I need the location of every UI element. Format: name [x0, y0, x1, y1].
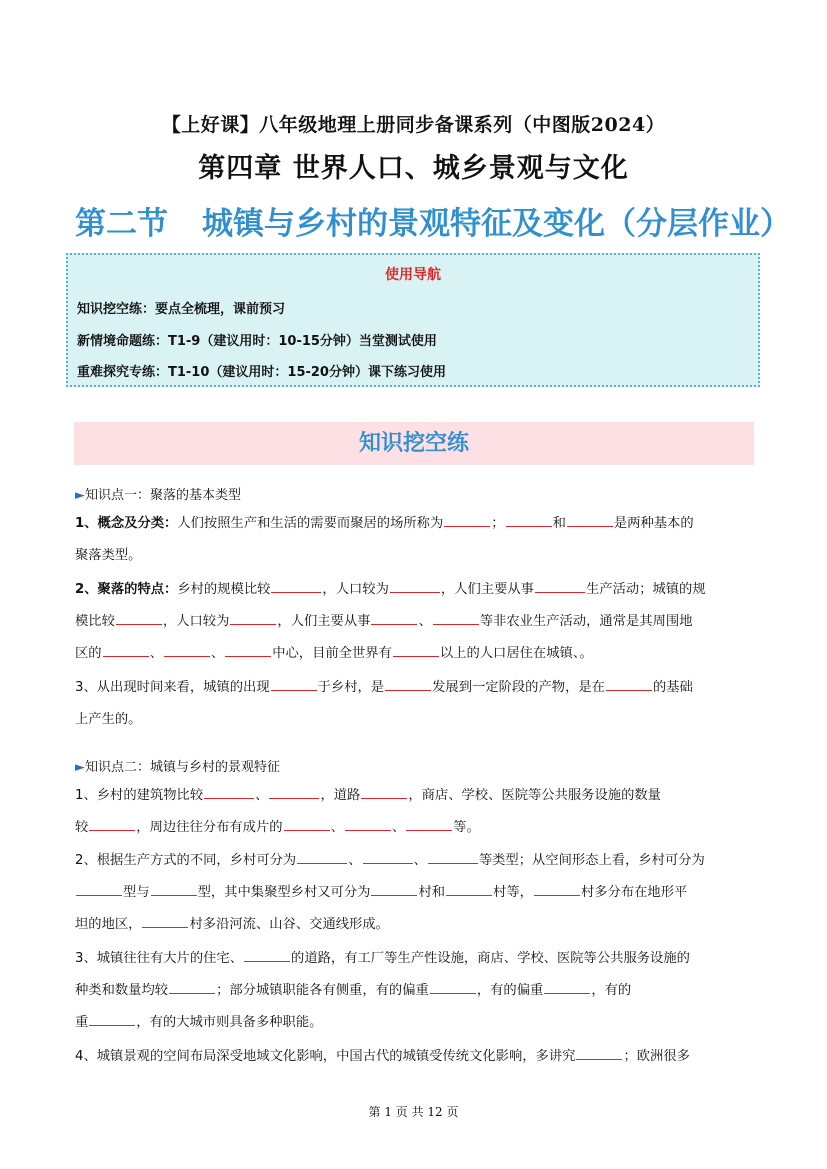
fill-blank[interactable] [393, 642, 439, 657]
fill-blank[interactable] [444, 512, 490, 527]
fill-blank[interactable] [169, 979, 215, 994]
page-footer: 第 1 页 共 12 页 [368, 1105, 459, 1119]
triangle-icon: ► [75, 488, 85, 503]
fill-blank[interactable] [390, 578, 440, 593]
kp2-paragraph-1: 1、乡村的建筑物比较 、 ，道路 ，商店、学校、医院等公共服务设施的数量 较 ，周边往往分布有成片的 、 、 等。 [75, 780, 755, 844]
fill-blank[interactable] [230, 610, 276, 625]
kp1-paragraph-3: 3、从出现时间来看，城镇的出现 于乡村，是 发展到一定阶段的产物，是在 的基础 上产生的。 [75, 672, 755, 736]
fill-blank[interactable] [284, 816, 330, 831]
kp2-paragraph-4: 4、城镇景观的空间布局深受地域文化影响，中国古代的城镇受传统文化影响，多讲究 ；欧洲很多 [75, 1041, 755, 1073]
fill-blank[interactable] [142, 913, 188, 928]
section-title [75, 198, 791, 243]
fill-blank[interactable] [89, 1011, 135, 1026]
fill-blank[interactable] [430, 979, 476, 994]
fill-blank[interactable] [428, 849, 478, 864]
fill-blank[interactable] [103, 642, 149, 657]
fill-blank[interactable] [606, 676, 652, 691]
fill-blank[interactable] [271, 676, 317, 691]
guide-line: 重难探究专练：T1-10（建议用时：15-20分钟）课下练习使用 [77, 365, 446, 380]
fill-blank[interactable] [433, 610, 479, 625]
knowledge-point-heading: ►知识点二：城镇与乡村的景观特征 [75, 760, 281, 775]
kp2-paragraph-3: 3、城镇往往有大片的住宅、 的道路，有工厂等生产性设施，商店、学校、医院等公共服务设施的 种类和数量均较 ；部分城镇职能各有侧重，有的偏重 ，有的偏重 ，有的 重 ，有的大城市则具备多种职能。 [75, 943, 755, 1039]
section-number: 第二节 [75, 206, 168, 242]
fill-blank[interactable] [204, 784, 254, 799]
kp1-paragraph-2: 2、聚落的特点：乡村的规模比较 ，人口较为 ，人们主要从事 生产活动；城镇的规 模比较 ，人口较为 ，人们主要从事 、 等非农业生产活动，通常是其周围地 区的 、 、 中心，目前全世界有 以上的人口居住在城镇、。 [75, 574, 755, 670]
fill-blank[interactable] [89, 816, 135, 831]
series-title: 【上好课】八年级地理上册同步备课系列（中图版2024） [161, 114, 666, 136]
chapter-title: 第四章 世界人口、城乡景观与文化 [198, 153, 629, 184]
fill-blank[interactable] [363, 849, 413, 864]
fill-blank[interactable] [271, 578, 321, 593]
triangle-icon: ► [75, 760, 85, 775]
fill-blank[interactable] [164, 642, 210, 657]
fill-blank[interactable] [535, 578, 585, 593]
kp1-paragraph-1: 1、概念及分类：人们按照生产和生活的需要而聚居的场所称为 ； 和 是两种基本的 聚落类型。 [75, 508, 755, 572]
fill-blank[interactable] [361, 784, 407, 799]
fill-blank[interactable] [269, 784, 319, 799]
fill-blank[interactable] [371, 881, 417, 896]
usage-guide-box [66, 253, 760, 387]
section-name: 城镇与乡村的景观特征及变化（分层作业） [202, 206, 791, 242]
guide-line: 知识挖空练：要点全梳理，课前预习 [77, 302, 286, 317]
fill-blank[interactable] [406, 816, 452, 831]
fill-blank[interactable] [385, 676, 431, 691]
fill-blank[interactable] [446, 881, 492, 896]
fill-blank[interactable] [544, 979, 590, 994]
fill-blank[interactable] [567, 512, 613, 527]
fill-blank[interactable] [576, 1045, 622, 1060]
knowledge-point-heading: ►知识点一：聚落的基本类型 [75, 488, 242, 503]
banner-title: 知识挖空练 [358, 431, 469, 456]
guide-title: 使用导航 [385, 267, 441, 283]
section-banner [74, 422, 754, 465]
fill-blank[interactable] [345, 816, 391, 831]
fill-blank[interactable] [76, 881, 122, 896]
fill-blank[interactable] [506, 512, 552, 527]
fill-blank[interactable] [244, 947, 290, 962]
kp2-paragraph-2: 2、根据生产方式的不同，乡村可分为 、 、 等类型；从空间形态上看，乡村可分为 型与 型，其中集聚型乡村又可分为 村和 村等， 村多分布在地形平 坦的地区， 村多沿河流、山谷、交通线形成。 [75, 845, 755, 941]
fill-blank[interactable] [297, 849, 347, 864]
fill-blank[interactable] [225, 642, 271, 657]
guide-line: 新情境命题练：T1-9（建议用时：10-15分钟）当堂测试使用 [77, 334, 437, 349]
fill-blank[interactable] [116, 610, 162, 625]
fill-blank[interactable] [151, 881, 197, 896]
fill-blank[interactable] [534, 881, 580, 896]
fill-blank[interactable] [371, 610, 417, 625]
